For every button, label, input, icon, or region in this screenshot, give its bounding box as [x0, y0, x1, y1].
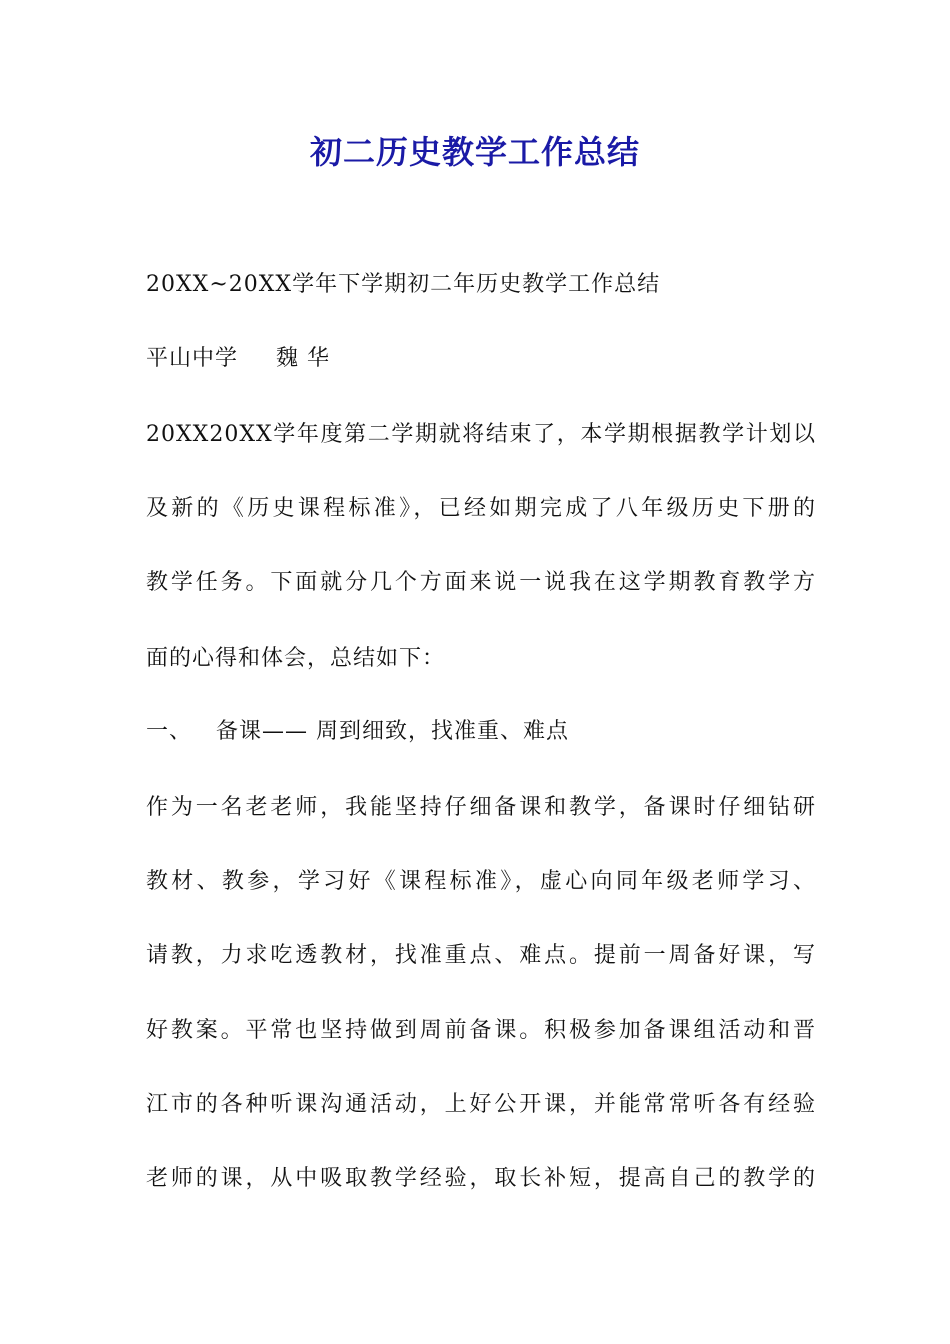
paragraph-line: 教材、教参，学习好《课程标准》，虚心向同年级老师学习、: [146, 869, 816, 894]
paragraph-line: 老师的课，从中吸取教学经验，取长补短，提高自己的教学的: [146, 1166, 816, 1191]
paragraph-line: 江市的各种听课沟通活动，上好公开课，并能常常听各有经验: [146, 1092, 816, 1117]
section-heading: [146, 717, 816, 747]
paragraph-line: 好教案。平常也坚持做到周前备课。积极参加备课组活动和晋: [146, 1018, 816, 1043]
document-title: 初二历史教学工作总结: [309, 133, 640, 171]
paragraph-line: 及新的《历史课程标准》，已经如期完成了八年级历史下册的: [146, 496, 816, 521]
paragraph-line: 20XX20XX学年度第二学期就将结束了，本学期根据教学计划以: [146, 422, 816, 447]
section-number: 一、: [146, 719, 193, 744]
paragraph-line: 教学任务。下面就分几个方面来说一说我在这学期教育教学方: [146, 570, 816, 595]
document-subtitle: 20XX~20XX学年下学期初二年历史教学工作总结: [146, 272, 661, 297]
paragraph-line: 请教，力求吃透教材，找准重点、难点。提前一周备好课，写: [146, 943, 816, 968]
paragraph-line: 面的心得和体会，总结如下：: [146, 646, 446, 671]
section-title: 备课—— 周到细致，找准重、难点: [216, 719, 570, 744]
author-line: [146, 344, 816, 374]
author-school: 平山中学: [146, 346, 239, 371]
author-name: 魏 华: [276, 346, 331, 371]
paragraph-line: 作为一名老老师，我能坚持仔细备课和教学，备课时仔细钻研: [146, 795, 816, 820]
